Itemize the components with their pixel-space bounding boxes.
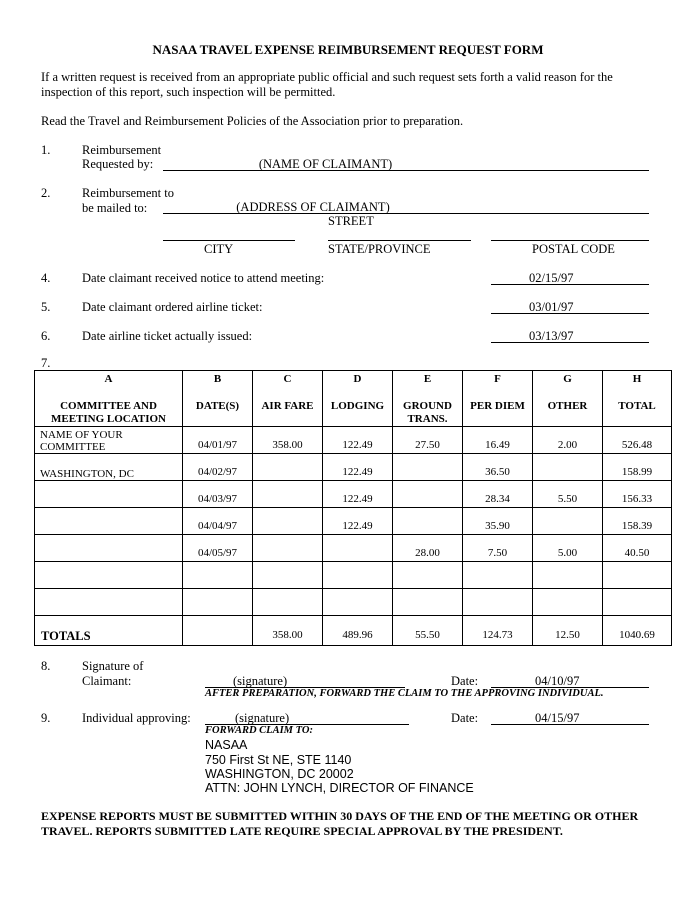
cell-dates[interactable]: 04/02/97 bbox=[183, 454, 253, 481]
cell-total[interactable]: 526.48 bbox=[603, 427, 672, 454]
total-per-diem[interactable]: 124.73 bbox=[463, 616, 533, 646]
header-dates bbox=[183, 371, 253, 427]
cell-ground-trans[interactable] bbox=[393, 454, 463, 481]
item-4-label: Date claimant received notice to attend meeting: bbox=[82, 271, 325, 285]
total-air-fare[interactable]: 358.00 bbox=[253, 616, 323, 646]
column-letter: A bbox=[104, 373, 113, 385]
cell-per-diem[interactable]: 35.90 bbox=[463, 508, 533, 535]
cell-total[interactable] bbox=[603, 562, 672, 589]
item-9-label: Individual approving: bbox=[82, 711, 191, 725]
column-label: TOTAL bbox=[618, 400, 656, 412]
form-title: NASAA TRAVEL EXPENSE REIMBURSEMENT REQUEST FORM bbox=[152, 42, 544, 57]
column-letter: C bbox=[283, 373, 292, 385]
table-row bbox=[35, 562, 672, 589]
cell-lodging[interactable] bbox=[323, 535, 393, 562]
cell-dates[interactable]: 04/01/97 bbox=[183, 427, 253, 454]
approver-date-label: Date: bbox=[451, 711, 479, 725]
column-letter: E bbox=[423, 373, 432, 385]
header-committee-location bbox=[35, 371, 183, 427]
item-6-label: Date airline ticket actually issued: bbox=[82, 329, 253, 343]
total-lodging[interactable]: 489.96 bbox=[323, 616, 393, 646]
cell-lodging[interactable]: 122.49 bbox=[323, 508, 393, 535]
cell-other[interactable] bbox=[533, 454, 603, 481]
ticket-issued-value: 03/13/97 bbox=[529, 329, 574, 343]
forward-instruction: AFTER PREPARATION, FORWARD THE CLAIM TO THE APPROVING INDIVIDUAL. bbox=[205, 688, 604, 699]
table-row bbox=[35, 481, 672, 508]
column-label: LODGING bbox=[330, 400, 385, 412]
cell-total[interactable]: 158.39 bbox=[603, 508, 672, 535]
approver-date-value: 04/15/97 bbox=[535, 711, 580, 725]
cell-total[interactable]: 156.33 bbox=[603, 481, 672, 508]
item-5-label: Date claimant ordered airline ticket: bbox=[82, 300, 263, 314]
item-8-number: 8. bbox=[41, 659, 51, 673]
notice-date-value: 02/15/97 bbox=[529, 271, 574, 285]
item-8-label-2: Claimant: bbox=[82, 674, 132, 688]
column-label: COMMITTEE AND MEETING LOCATION bbox=[50, 400, 166, 425]
header-lodging bbox=[323, 371, 393, 427]
column-letter: G bbox=[563, 373, 572, 385]
total-other[interactable]: 12.50 bbox=[533, 616, 603, 646]
state-caption: STATE/PROVINCE bbox=[328, 242, 431, 256]
cell-lodging[interactable]: 122.49 bbox=[323, 454, 393, 481]
cell-ground-trans[interactable] bbox=[393, 508, 463, 535]
item-1-label-2: Requested by: bbox=[82, 157, 154, 171]
column-label: DATE(S) bbox=[195, 400, 240, 412]
city-line[interactable] bbox=[163, 240, 295, 241]
item-4-number: 4. bbox=[41, 271, 51, 285]
cell-per-diem[interactable] bbox=[463, 562, 533, 589]
cell-total[interactable]: 40.50 bbox=[603, 535, 672, 562]
item-1-label: Reimbursement bbox=[82, 143, 162, 157]
header-total bbox=[603, 371, 672, 427]
column-label: OTHER bbox=[547, 400, 588, 412]
cell-air-fare[interactable] bbox=[253, 454, 323, 481]
column-label: PER DIEM bbox=[470, 400, 525, 412]
item-2-label-2: be mailed to: bbox=[82, 201, 148, 215]
column-label: GROUND TRANS. bbox=[403, 400, 452, 425]
cell-committee-location[interactable] bbox=[35, 481, 183, 508]
cell-per-diem[interactable]: 16.49 bbox=[463, 427, 533, 454]
address-line-4: ATTN: JOHN LYNCH, DIRECTOR OF FINANCE bbox=[205, 781, 474, 795]
cell-dates[interactable] bbox=[183, 589, 253, 616]
total-total[interactable]: 1040.69 bbox=[603, 616, 672, 646]
cell-other[interactable]: 5.50 bbox=[533, 481, 603, 508]
cell-other[interactable] bbox=[533, 589, 603, 616]
address-line-2: 750 First St NE, STE 1140 bbox=[205, 753, 352, 767]
city-caption: CITY bbox=[204, 242, 234, 256]
table-row bbox=[35, 535, 672, 562]
cell-air-fare[interactable] bbox=[253, 589, 323, 616]
header-air-fare bbox=[253, 371, 323, 427]
table-header-row bbox=[35, 371, 672, 427]
item-2-number: 2. bbox=[41, 186, 51, 200]
cell-lodging[interactable] bbox=[323, 562, 393, 589]
column-letter: B bbox=[213, 373, 222, 385]
table-row bbox=[35, 454, 672, 481]
cell-per-diem[interactable]: 28.34 bbox=[463, 481, 533, 508]
cell-dates[interactable] bbox=[183, 562, 253, 589]
item-7-number: 7. bbox=[41, 356, 51, 370]
cell-dates[interactable]: 04/05/97 bbox=[183, 535, 253, 562]
submission-deadline-notice: EXPENSE REPORTS MUST BE SUBMITTED WITHIN 30 DAYS OF THE END OF THE MEETING OR OTHER TRAVEL. REPORTS SUBMITTED LATE REQUIRE SPECIAL APPROVAL BY THE PRESIDENT. bbox=[41, 809, 639, 838]
cell-committee-location[interactable] bbox=[35, 508, 183, 535]
cell-other[interactable]: 5.00 bbox=[533, 535, 603, 562]
cell-air-fare[interactable]: 358.00 bbox=[253, 427, 323, 454]
cell-other[interactable]: 2.00 bbox=[533, 427, 603, 454]
header-ground-trans bbox=[393, 371, 463, 427]
cell-per-diem[interactable]: 36.50 bbox=[463, 454, 533, 481]
address-line-3: WASHINGTON, DC 20002 bbox=[205, 767, 354, 781]
cell-dates[interactable]: 04/03/97 bbox=[183, 481, 253, 508]
claimant-name-value: (NAME OF CLAIMANT) bbox=[258, 157, 393, 171]
cell-other[interactable] bbox=[533, 508, 603, 535]
policy-note: Read the Travel and Reimbursement Policies of the Association prior to preparation. bbox=[41, 114, 464, 128]
item-8-label: Signature of bbox=[82, 659, 144, 673]
cell-other[interactable] bbox=[533, 562, 603, 589]
cell-committee-location[interactable]: WASHINGTON, DC bbox=[35, 454, 183, 481]
cell-committee-location[interactable] bbox=[35, 589, 183, 616]
header-other bbox=[533, 371, 603, 427]
item-5-number: 5. bbox=[41, 300, 51, 314]
column-letter: H bbox=[632, 373, 642, 385]
cell-air-fare[interactable] bbox=[253, 562, 323, 589]
cell-total[interactable]: 158.99 bbox=[603, 454, 672, 481]
cell-per-diem[interactable]: 7.50 bbox=[463, 535, 533, 562]
column-letter: F bbox=[494, 373, 501, 385]
total-dates[interactable] bbox=[183, 616, 253, 646]
cell-lodging[interactable]: 122.49 bbox=[323, 427, 393, 454]
address-line-1: NASAA bbox=[205, 738, 248, 752]
cell-air-fare[interactable] bbox=[253, 508, 323, 535]
header-per-diem bbox=[463, 371, 533, 427]
item-1-number: 1. bbox=[41, 143, 51, 157]
cell-ground-trans[interactable]: 27.50 bbox=[393, 427, 463, 454]
claimant-date-label: Date: bbox=[451, 674, 479, 688]
intro-paragraph: If a written request is received from an appropriate public official and such request sets forth a valid reason for the inspection of this report, such inspection will be permitted. bbox=[41, 70, 613, 99]
cell-air-fare[interactable] bbox=[253, 535, 323, 562]
totals-label: TOTALS bbox=[35, 616, 183, 646]
approver-signature-value: (signature) bbox=[235, 711, 290, 725]
total-ground-trans[interactable]: 55.50 bbox=[393, 616, 463, 646]
cell-ground-trans[interactable]: 28.00 bbox=[393, 535, 463, 562]
cell-ground-trans[interactable] bbox=[393, 562, 463, 589]
claimant-date-value: 04/10/97 bbox=[535, 674, 580, 688]
cell-ground-trans[interactable] bbox=[393, 589, 463, 616]
item-2-label: Reimbursement to bbox=[82, 186, 174, 200]
cell-lodging[interactable]: 122.49 bbox=[323, 481, 393, 508]
postal-code-caption: POSTAL CODE bbox=[532, 242, 615, 256]
table-row bbox=[35, 589, 672, 616]
cell-ground-trans[interactable] bbox=[393, 481, 463, 508]
forward-claim-label: FORWARD CLAIM TO: bbox=[205, 725, 313, 736]
cell-air-fare[interactable] bbox=[253, 481, 323, 508]
cell-committee-location[interactable] bbox=[35, 535, 183, 562]
totals-row bbox=[35, 616, 672, 646]
column-label: AIR FARE bbox=[261, 400, 314, 412]
cell-lodging[interactable] bbox=[323, 589, 393, 616]
item-6-number: 6. bbox=[41, 329, 51, 343]
ticket-ordered-value: 03/01/97 bbox=[529, 300, 574, 314]
table-row bbox=[35, 427, 672, 454]
cell-per-diem[interactable] bbox=[463, 589, 533, 616]
cell-total[interactable] bbox=[603, 589, 672, 616]
column-letter: D bbox=[353, 373, 362, 385]
claimant-signature-value: (signature) bbox=[233, 674, 288, 688]
item-9-number: 9. bbox=[41, 711, 51, 725]
claimant-address-value: (ADDRESS OF CLAIMANT) bbox=[236, 200, 390, 214]
expense-table bbox=[34, 370, 672, 646]
street-caption: STREET bbox=[328, 214, 374, 228]
cell-dates[interactable]: 04/04/97 bbox=[183, 508, 253, 535]
cell-committee-location[interactable] bbox=[35, 562, 183, 589]
state-line[interactable] bbox=[328, 240, 471, 241]
cell-committee-location[interactable]: NAME OF YOUR COMMITTEE bbox=[35, 427, 183, 454]
postal-code-line[interactable] bbox=[491, 240, 649, 241]
table-row bbox=[35, 508, 672, 535]
